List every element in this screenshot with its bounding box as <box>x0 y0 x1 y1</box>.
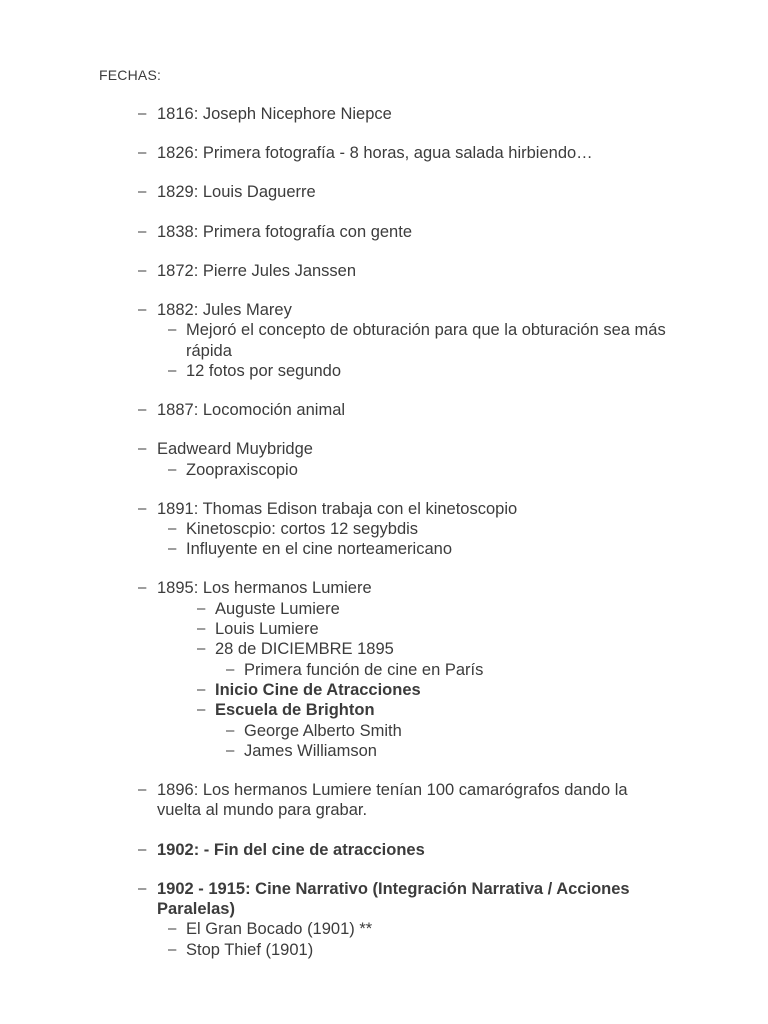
list-item <box>0 143 768 163</box>
entry-text-bold: 1902 - 1915: Cine Narrativo (Integración Narrativa / Acciones Paralelas) <box>157 879 630 918</box>
entry-row <box>0 104 657 124</box>
list-item <box>0 222 768 242</box>
list-item <box>0 439 768 480</box>
list-item <box>0 300 768 381</box>
list-item <box>0 840 768 860</box>
entry-text: 1872: Pierre Jules Janssen <box>157 261 357 280</box>
dash-bullet: – <box>138 499 147 517</box>
dash-bullet: – <box>138 781 147 799</box>
list-item <box>0 780 768 821</box>
dash-bullet: – <box>226 721 235 739</box>
dash-bullet: – <box>168 519 177 537</box>
list-item <box>0 578 768 761</box>
dash-bullet: – <box>138 222 147 240</box>
entry-text: Eadweard Muybridge <box>157 440 313 459</box>
dash-bullet: – <box>197 599 206 617</box>
dash-bullet: – <box>197 680 206 698</box>
dash-bullet: – <box>197 620 206 638</box>
entry-row <box>0 222 657 242</box>
dash-bullet: – <box>138 261 147 279</box>
entry-row <box>0 400 657 420</box>
dash-bullet: – <box>138 144 147 162</box>
entry-row <box>0 499 657 519</box>
dash-bullet: – <box>226 660 235 678</box>
entry-text: 1896: Los hermanos Lumiere tenían 100 camarógrafos dando la vuelta al mundo para grabar. <box>157 781 628 820</box>
dash-bullet: – <box>168 540 177 558</box>
dash-bullet: – <box>226 741 235 759</box>
dash-bullet: – <box>197 701 206 719</box>
sub-entry-row <box>0 320 666 361</box>
sub-entry-text: El Gran Bocado (1901) ** <box>186 920 373 939</box>
sub-entry-text-bold: Inicio Cine de Atracciones <box>215 680 421 699</box>
sub-entry-text: 28 de DICIEMBRE 1895 <box>215 640 394 659</box>
entry-row <box>0 879 657 920</box>
dash-bullet: – <box>138 879 147 897</box>
dash-bullet: – <box>138 579 147 597</box>
list-item <box>0 261 768 281</box>
entry-row <box>0 780 657 821</box>
entry-text: 1816: Joseph Nicephore Niepce <box>157 105 392 123</box>
entry-text: 1882: Jules Marey <box>157 300 292 319</box>
entry-text: 1826: Primera fotografía - 8 horas, agua salada hirbiendo… <box>157 144 593 163</box>
entry-row <box>0 182 657 202</box>
list-item <box>0 182 768 202</box>
entry-row <box>0 300 657 320</box>
sub-entry-text: Kinetoscpio: cortos 12 segybdis <box>186 519 419 538</box>
dash-bullet: – <box>138 401 147 419</box>
sub-entry-text-bold: Escuela de Brighton <box>215 701 375 720</box>
entry-text-bold: 1902: - Fin del cine de atracciones <box>157 840 425 859</box>
entry-text: 1895: Los hermanos Lumiere <box>157 579 372 598</box>
list-item <box>0 499 768 560</box>
sub-sub-entry-text: Primera función de cine en París <box>244 660 484 679</box>
sub-entry-row <box>0 619 665 639</box>
dash-bullet: – <box>138 300 147 318</box>
entry-row <box>0 840 657 860</box>
dash-bullet: – <box>138 440 147 458</box>
entry-text: 1838: Primera fotografía con gente <box>157 222 412 241</box>
page-heading: FECHAS: <box>99 67 162 83</box>
sub-sub-entry-row <box>0 660 664 680</box>
sub-entry-row <box>0 361 666 381</box>
sub-entry-text: Auguste Lumiere <box>215 599 340 618</box>
sub-sub-entry-row <box>0 741 664 761</box>
sub-entry-row <box>0 519 666 539</box>
dash-bullet: – <box>168 940 177 958</box>
entry-text: 1891: Thomas Edison trabaja con el kinetoscopio <box>157 499 518 518</box>
dash-bullet: – <box>168 920 177 938</box>
list-item <box>0 104 768 124</box>
sub-entry-row <box>0 940 666 960</box>
dash-bullet: – <box>138 105 147 122</box>
sub-sub-entry-text: George Alberto Smith <box>244 721 402 740</box>
sub-entry-text: 12 fotos por segundo <box>186 361 342 380</box>
sub-entry-row <box>0 539 666 559</box>
list-item <box>0 400 768 420</box>
sub-sub-entry-row <box>0 721 664 741</box>
entry-row <box>0 261 657 281</box>
dash-bullet: – <box>168 321 177 339</box>
sub-entry-text: Zoopraxiscopio <box>186 460 298 479</box>
dash-bullet: – <box>138 840 147 858</box>
entry-row <box>0 439 657 459</box>
sub-entry-text: Influyente en el cine norteamericano <box>186 540 452 559</box>
sub-entry-row <box>0 639 665 659</box>
sub-entry-row <box>0 599 665 619</box>
notes-list <box>0 104 768 979</box>
sub-entry-row <box>0 460 666 480</box>
dash-bullet: – <box>168 361 177 379</box>
sub-entry-text: Stop Thief (1901) <box>186 940 314 959</box>
sub-entry-row <box>0 700 665 720</box>
entry-row <box>0 578 657 598</box>
entry-text: 1887: Locomoción animal <box>157 401 346 420</box>
sub-entry-text: Louis Lumiere <box>215 620 319 639</box>
dash-bullet: – <box>138 183 147 201</box>
sub-entry-row <box>0 919 666 939</box>
sub-entry-row <box>0 680 665 700</box>
dash-bullet: – <box>197 640 206 658</box>
list-item <box>0 879 768 960</box>
sub-sub-entry-text: James Williamson <box>244 741 377 760</box>
entry-row <box>0 143 657 163</box>
dash-bullet: – <box>168 460 177 478</box>
sub-entry-text: Mejoró el concepto de obturación para que la obturación sea más rápida <box>186 321 666 360</box>
entry-text: 1829: Louis Daguerre <box>157 183 316 202</box>
